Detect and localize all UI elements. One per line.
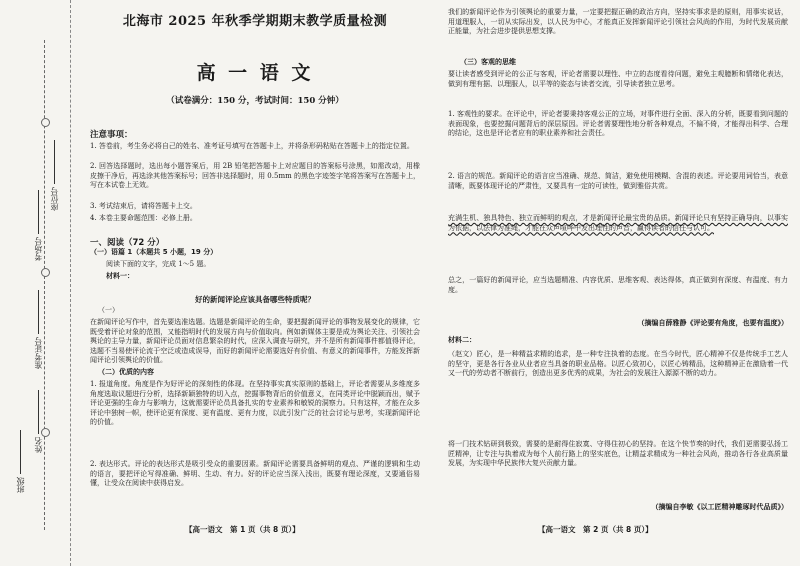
- right-paragraph-1: 我们的新闻评论作为引领舆论的重要力量，一定要把握正确的政治方向，坚持实事求是的原则，用事实说话，用道理服人，一切从实际出发，以人民为中心，才能真正发挥新闻评论引领社会风尚的作用，为时代发展贡献正能量，为社会进步提供思想支撑。: [448, 8, 788, 36]
- seat-field[interactable]: [50, 140, 60, 211]
- right-paragraph-4: 2. 语言的规范。新闻评论的语言应当准确、规范、简洁，避免使用模糊、含混的表述。评论要用词恰当，表意清晰，既要体现评论的严肃性，又要具有一定的可读性，做到雅俗共赏。: [448, 172, 788, 190]
- material-2-label: 材料二：: [448, 336, 476, 344]
- binding-dash-line: [44, 40, 45, 530]
- notice-title: 注意事项：: [90, 130, 133, 140]
- section-instruction: 阅读下面的文字，完成 1～5 题。: [106, 260, 211, 268]
- right-paragraph-3: 1. 客观性的要求。在评论中，评论者要秉持客观公正的立场，对事件进行全面、深入的分析，既要看到问题的表面现象，也要挖掘问题背后的深层原因。评论者需要理性地分析各种观点，不偏不倚，才能得出科学、合理的结论，这也是评论者应有的职业素养和社会责任。: [448, 110, 788, 138]
- page-footer-2: 【高一语文 第 2 页（共 8 页）】: [538, 525, 653, 534]
- right-paragraph-2: 要让读者感受到评论的公正与客观，评论者需要以理性、中立的态度看待问题，避免主观臆断和情绪化表达，做到有理有据、以理服人，以平等的姿态与读者交流，引导读者独立思考。: [448, 70, 788, 88]
- class-label: 班级: [16, 477, 25, 493]
- section-sub: （一）语篇 1（本题共 5 小题，19 分）: [90, 248, 218, 256]
- exam-title: 北海市 2025 年秋季学期期末教学质量检测: [122, 14, 388, 29]
- exam-info: （试卷满分：150 分，考试时间：150 分钟）: [166, 96, 344, 106]
- article-title: 好的新闻评论应该具备哪些特质呢？: [195, 295, 315, 304]
- class-field[interactable]: [16, 430, 26, 493]
- page-footer-1: 【高一语文 第 1 页（共 8 页）】: [185, 525, 300, 534]
- right-column: [448, 0, 788, 566]
- right-paragraph-7: 将一门技术钻研到极致，需要的是耐得住寂寞、守得住初心的坚持。在这个快节奏的时代，我们更需要弘扬工匠精神，让专注与执着成为每个人前行路上的坚实底色，让精益求精成为一种社会风尚，推动各行各业高质量发展，为实现中华民族伟大复兴贡献力量。: [448, 440, 788, 468]
- exam-room-field[interactable]: [34, 190, 44, 261]
- subject-title: 高 一 语 文: [196, 62, 314, 84]
- part-1-label: （一）: [98, 306, 119, 314]
- section-title: 一、阅读（72 分）: [90, 238, 165, 248]
- seat-label: 座位号: [50, 187, 59, 211]
- exam-id-label: 准考证号: [34, 337, 43, 369]
- right-paragraph-6: （赵文）匠心，是一种精益求精的追求，是一种专注执着的态度。在当今时代，匠心精神不仅是传统手工艺人的坚守，更是各行各业从业者应当具备的职业品格。以匠心致初心，以匠心铸精品，这种精神正在激励着一代又一代的劳动者不断前行，创造出更多优秀的成果，为社会的发展注入源源不断的动力。: [448, 350, 788, 378]
- notice-item-4: 4. 本卷主要命题范围：必修上册。: [90, 214, 197, 222]
- part-2-label: （二）优质的内容: [98, 368, 154, 376]
- exam-room-label: 考场号: [34, 237, 43, 261]
- binding-circle: [41, 118, 50, 127]
- left-column: [90, 0, 420, 566]
- notice-item-1: 1. 答卷前，考生务必将自己的姓名、准考证号填写在答题卡上，并将条形码粘贴在答题卡上的指定位置。: [90, 142, 414, 150]
- exam-id-field[interactable]: [34, 290, 44, 369]
- notice-item-2: 2. 回答选择题时，选出每小题答案后，用 2B 铅笔把答题卡上对应题目的答案标号涂黑，如需改动，用橡皮擦干净后，再选涂其他答案标号；回答非选择题时，用 0.5mm 的黑色字迹签字笔将答案写在答题卡上，写在本试卷上无效。: [90, 162, 420, 190]
- paragraph-1: 在新闻评论写作中，首先要选准选题。选题是新闻评论的生命，要把握新闻评论的事物发展变化的规律，它既受着评论对象的范围，又能指明时代的发展方向与价值取向。例如新媒体主要是成为舆论关注、引领社会舆论的主导力量，新闻评论员面对信息繁杂的时代，应深入调查与研究，并不是所有新闻事件都值得评论，选题不当易使评论流于空泛或造成误导，而好的新闻评论需要选好有价值、有意义的新闻事件，方能发挥新闻评论引领舆论的价值。: [90, 318, 420, 365]
- notice-item-3: 3. 考试结束后，请将答题卡上交。: [90, 202, 197, 210]
- name-label: 姓名: [34, 437, 43, 453]
- name-field[interactable]: [34, 390, 44, 453]
- source-1: （摘编自薛雅静《评论要有角度，也要有温度》）: [637, 318, 788, 327]
- highlight-paragraph: [448, 214, 788, 272]
- paragraph-3: 2. 表达形式。评论的表达形式是吸引受众的重要因素。新闻评论需要具备鲜明的观点、严谨的逻辑和生动的语言，要把评论写得准确、鲜明、生动、有力。好的评论应当深入浅出，既要有理论深度，又要通俗易懂，让受众在阅读中获得启发。: [90, 460, 420, 488]
- highlight-text: 充满生机、独具特色、独立而鲜明的观点，才是新闻评论最宝贵的品质。新闻评论只有坚持正确导向，以事实为依据，以法律为准绳，才能在众声喧哗中发出理性的声音，赢得读者的信任与认可。: [448, 214, 788, 232]
- binding-strip: [0, 0, 71, 566]
- right-paragraph-5: 总之，一篇好的新闻评论，应当选题精准、内容优质、思维客观、表达得体，真正做到有深度、有温度、有力度。: [448, 276, 788, 294]
- right-subhead: （三）客观的思维: [460, 58, 516, 66]
- source-2: （摘编自李敏《以工匠精神雕琢时代品质》）: [651, 502, 788, 511]
- paragraph-2: 1. 报道角度。角度是作为好评论的深刻性的体现。在坚持事实真实原则的基础上，评论者需要从多维度多角度选取议题进行分析，选择新颖独特的切入点，挖掘事物背后的价值意义，在同类评论中脱颖而出，赋予评论更强的生命力与影响力，这就需要评论员具备扎实的专业素养和敏锐的洞察力。只有这样，才能在众多评论中独树一帜，使评论更有深度、更有温度、更有力度，以此引发广泛的社会讨论与思考，实现新闻评论的价值。: [90, 380, 420, 427]
- material-1-label: 材料一：: [106, 272, 134, 280]
- binding-circle: [41, 268, 50, 277]
